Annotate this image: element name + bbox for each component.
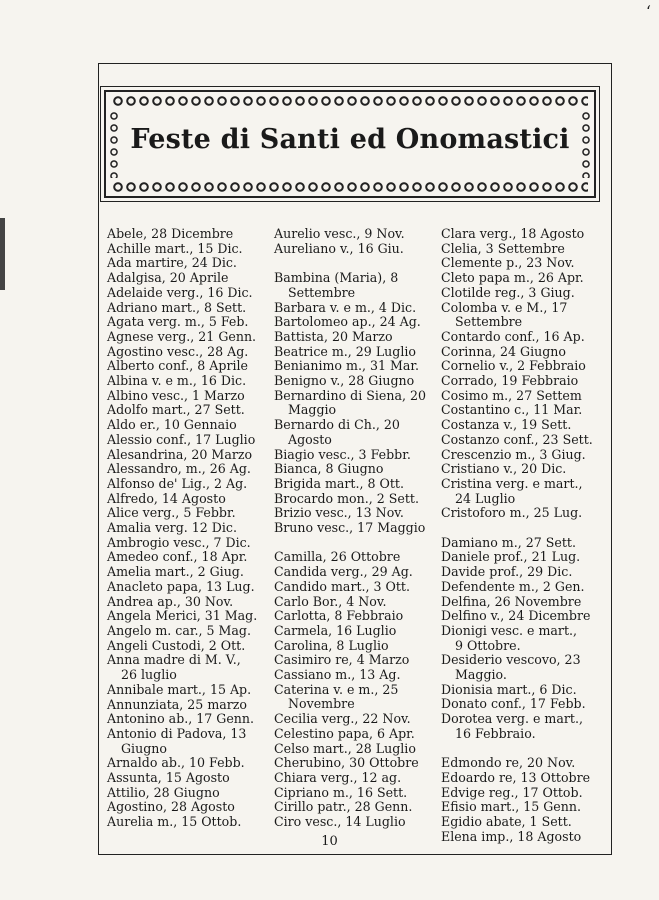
saint-entry	[441, 462, 601, 477]
saint-entry	[107, 580, 269, 595]
saint-entry-text: Annunziata, 25 marzo	[107, 696, 248, 712]
saint-entry-text: Agata verg. m., 5 Feb.	[107, 314, 249, 330]
saint-entry	[274, 756, 432, 771]
saint-entry-text: Cassiano m., 13 Ag.	[274, 667, 401, 683]
saint-entry-text: Crescenzio m., 3 Giug.	[441, 446, 586, 462]
saint-entry-text: Aureliano v., 16 Giu.	[274, 240, 404, 256]
saint-entry	[274, 800, 432, 815]
saint-entry-text: Aldo er., 10 Gennaio	[107, 417, 237, 433]
saint-entry	[107, 477, 269, 492]
saint-entry	[274, 506, 432, 521]
saint-entry-text: Dionisia mart., 6 Dic.	[441, 681, 577, 697]
saint-entry	[107, 653, 269, 682]
saint-entry	[274, 271, 432, 300]
saint-entry	[274, 448, 432, 463]
saint-entry	[441, 653, 601, 682]
saint-entry	[441, 418, 601, 433]
saint-entry-text: Defendente m., 2 Gen.	[441, 578, 585, 594]
saint-entry-text: Delfino v., 24 Dicembre	[441, 608, 591, 624]
saint-entry	[107, 786, 269, 801]
saint-entry	[274, 315, 432, 330]
saint-entry-text: Cristiano v., 20 Dic.	[441, 461, 567, 477]
saint-entry	[274, 742, 432, 757]
saint-entry-text: Bernardo di Ch., 20	[274, 417, 400, 433]
saint-entry-text: Carlotta, 8 Febbraio	[274, 608, 404, 624]
saint-entry	[441, 565, 601, 580]
saint-entry	[441, 330, 601, 345]
saint-entry-text: Candido mart., 3 Ott.	[274, 578, 410, 594]
saint-entry-text: Clelia, 3 Settembre	[441, 240, 565, 256]
saint-entry	[274, 580, 432, 595]
saint-entry	[274, 624, 432, 639]
saint-entry	[441, 815, 601, 830]
saint-entry-text: Anacleto papa, 13 Lug.	[107, 578, 255, 594]
saint-entry	[441, 389, 601, 404]
saint-entry	[441, 697, 601, 712]
saint-entry	[274, 609, 432, 624]
saint-entry-text: Antonino ab., 17 Genn.	[107, 711, 255, 727]
saint-entry-continuation: Giugno	[121, 740, 167, 756]
ornament-border-bottom	[112, 182, 588, 192]
saint-entry-text: Donato conf., 17 Febb.	[441, 696, 586, 712]
saint-entry-text: Carlo Bor., 4 Nov.	[274, 593, 387, 609]
saint-entry-text: Dionigi vesc. e mart.,	[441, 622, 578, 638]
saint-entry-text: Achille mart., 15 Dic.	[107, 240, 243, 256]
saint-entry-text: Costantino c., 11 Mar.	[441, 402, 583, 418]
saint-entry-text: Annibale mart., 15 Ap.	[107, 681, 252, 697]
saint-entry	[107, 448, 269, 463]
saint-entry	[274, 668, 432, 683]
saint-entry-text: Elena imp., 18 Agosto	[441, 828, 582, 844]
saint-entry-text: Andrea ap., 30 Nov.	[107, 593, 234, 609]
saint-entry	[274, 683, 432, 712]
saint-entry	[274, 771, 432, 786]
saint-entry-text: Egidio abate, 1 Sett.	[441, 814, 572, 830]
saint-entry-text: Cristoforo m., 25 Lug.	[441, 505, 583, 521]
saint-entry-text: Brocardo mon., 2 Sett.	[274, 490, 419, 506]
saint-entry-text: Adalgisa, 20 Aprile	[107, 270, 229, 286]
saint-entry-continuation: Agosto	[288, 431, 332, 447]
saint-entry	[441, 256, 601, 271]
saint-entry	[441, 536, 601, 551]
section-gap	[274, 256, 432, 271]
saint-entry-text: Davide prof., 29 Dic.	[441, 564, 573, 580]
section-gap	[274, 536, 432, 551]
saint-entry-text: Daniele prof., 21 Lug.	[441, 549, 581, 565]
saint-entry-text: Corrado, 19 Febbraio	[441, 373, 579, 389]
saint-entry-text: Edvige reg., 17 Ottob.	[441, 784, 583, 800]
saint-entry	[107, 242, 269, 257]
saint-entry	[274, 521, 432, 536]
saint-entry-text: Efisio mart., 15 Genn.	[441, 799, 581, 815]
saint-entry	[274, 477, 432, 492]
saint-entry	[441, 448, 601, 463]
saint-entry	[107, 462, 269, 477]
saint-entry	[441, 506, 601, 521]
saint-entry	[107, 683, 269, 698]
saint-entry-text: Bartolomeo ap., 24 Ag.	[274, 314, 421, 330]
saint-entry	[274, 301, 432, 316]
binding-edge	[0, 218, 5, 290]
saint-entry-continuation: 16 Febbraio.	[455, 725, 536, 741]
saint-entry	[107, 624, 269, 639]
saint-entry	[107, 315, 269, 330]
saint-entry-text: Bambina (Maria), 8	[274, 270, 399, 286]
column-3	[441, 227, 601, 845]
saint-entry	[107, 536, 269, 551]
saint-entry-text: Camilla, 26 Ottobre	[274, 549, 401, 565]
saint-entry	[441, 683, 601, 698]
saint-entry	[107, 389, 269, 404]
saint-entry-continuation: Novembre	[288, 696, 355, 712]
saint-entry-text: Caterina v. e m., 25	[274, 681, 399, 697]
saint-entry	[274, 330, 432, 345]
saint-entry	[441, 771, 601, 786]
saint-entry	[107, 565, 269, 580]
saint-entry-text: Albino vesc., 1 Marzo	[107, 387, 245, 403]
saint-entry-text: Desiderio vescovo, 23	[441, 652, 581, 668]
saint-entry-continuation: Settembre	[455, 314, 523, 330]
saint-entry	[274, 374, 432, 389]
saint-entry	[441, 403, 601, 418]
saint-entry-text: Edmondo re, 20 Nov.	[441, 755, 576, 771]
saint-entry	[441, 712, 601, 741]
saint-entry	[441, 242, 601, 257]
saint-entry	[441, 477, 601, 506]
saint-entry-text: Assunta, 15 Agosto	[107, 770, 230, 786]
saint-entry-text: Angelo m. car., 5 Mag.	[107, 622, 251, 638]
saint-entry-text: Adelaide verg., 16 Dic.	[107, 284, 253, 300]
saint-entry-text: Alfonso de' Lig., 2 Ag.	[107, 475, 248, 491]
saint-entry-text: Corinna, 24 Giugno	[441, 343, 566, 359]
saint-entry	[441, 301, 601, 330]
saint-entry-text: Angeli Custodi, 2 Ott.	[107, 637, 246, 653]
saint-entry-text: Costanza v., 19 Sett.	[441, 417, 572, 433]
saint-entry	[107, 271, 269, 286]
section-gap	[441, 521, 601, 536]
saint-entry-text: Chiara verg., 12 ag.	[274, 769, 402, 785]
saint-entry-text: Ada martire, 24 Dic.	[107, 255, 237, 271]
saint-entry-text: Dorotea verg. e mart.,	[441, 711, 583, 727]
saint-entry	[441, 786, 601, 801]
saint-entry-text: Cecilia verg., 22 Nov.	[274, 711, 411, 727]
saint-entry-text: Casimiro re, 4 Marzo	[274, 652, 410, 668]
saint-entry	[441, 345, 601, 360]
saint-entry-text: Cherubino, 30 Ottobre	[274, 755, 419, 771]
column-1	[107, 227, 269, 830]
saint-entry-text: Celso mart., 28 Luglio	[274, 740, 416, 756]
saint-entry-text: Brigida mart., 8 Ott.	[274, 475, 404, 491]
saint-entry	[107, 727, 269, 756]
saint-entry	[107, 256, 269, 271]
saint-entry	[274, 595, 432, 610]
saint-entry	[441, 374, 601, 389]
saint-entry-text: Cosimo m., 27 Settem	[441, 387, 582, 403]
saint-entry	[107, 345, 269, 360]
saint-entry-text: Celestino papa, 6 Apr.	[274, 725, 415, 741]
saint-entry-text: Barbara v. e m., 4 Dic.	[274, 299, 417, 315]
saint-entry	[107, 227, 269, 242]
saint-entry-text: Agostino, 28 Agosto	[107, 799, 235, 815]
saint-entry-text: Carolina, 8 Luglio	[274, 637, 389, 653]
saint-entry	[107, 286, 269, 301]
saint-entry-text: Battista, 20 Marzo	[274, 328, 393, 344]
saint-entry-continuation: Maggio.	[455, 667, 507, 683]
saint-entry-text: Cleto papa m., 26 Apr.	[441, 270, 584, 286]
saint-entry	[274, 815, 432, 830]
saint-entry-text: Clotilde reg., 3 Giug.	[441, 284, 575, 300]
title-cartouche	[104, 90, 596, 198]
saint-entry	[274, 227, 432, 242]
saint-entry-text: Brizio vesc., 13 Nov.	[274, 505, 404, 521]
saint-entry-text: Arnaldo ab., 10 Febb.	[107, 755, 245, 771]
saint-entry	[107, 698, 269, 713]
saint-entry-text: Delfina, 26 Novembre	[441, 593, 582, 609]
saint-entry-text: Ambrogio vesc., 7 Dic.	[107, 534, 251, 550]
saint-entry-continuation: Maggio	[288, 402, 337, 418]
saint-entry	[274, 653, 432, 668]
saint-entry	[274, 389, 432, 418]
saint-entry	[441, 595, 601, 610]
saint-entry	[441, 433, 601, 448]
saint-entry	[107, 359, 269, 374]
saint-entry-continuation: 24 Luglio	[455, 490, 516, 506]
saint-entry	[274, 492, 432, 507]
page-number: 10	[321, 834, 338, 849]
saint-entry-text: Ciro vesc., 14 Luglio	[274, 814, 406, 830]
section-gap	[441, 742, 601, 757]
saint-entry	[441, 624, 601, 653]
saint-entry-text: Attilio, 28 Giugno	[107, 784, 220, 800]
saint-entry-text: Adriano mart., 8 Sett.	[107, 299, 247, 315]
saint-entry	[274, 359, 432, 374]
saint-entry	[107, 521, 269, 536]
saint-entry	[274, 639, 432, 654]
saint-entry	[274, 565, 432, 580]
saint-entry-text: Aurelio vesc., 9 Nov.	[274, 226, 405, 241]
saint-entry	[274, 712, 432, 727]
saint-entry-text: Colomba v. e M., 17	[441, 299, 568, 315]
saint-entry	[107, 301, 269, 316]
saint-entry-text: Amalia verg. 12 Dic.	[107, 520, 237, 536]
saint-entry-text: Cipriano m., 16 Sett.	[274, 784, 408, 800]
saint-entry-text: Carmela, 16 Luglio	[274, 622, 397, 638]
saint-entry	[107, 330, 269, 345]
saint-entry-text: Alessio conf., 17 Luglio	[107, 431, 256, 447]
ornament-border-top	[112, 96, 588, 106]
saint-entry-text: Agnese verg., 21 Genn.	[107, 328, 257, 344]
saint-entry-text: Cristina verg. e mart.,	[441, 475, 583, 491]
saint-entry	[107, 418, 269, 433]
saint-entry	[441, 359, 601, 374]
saint-entry	[274, 418, 432, 447]
corner-mark: ʻ	[645, 2, 651, 21]
saint-entry-text: Costanzo conf., 23 Sett.	[441, 431, 593, 447]
saint-entry-text: Bruno vesc., 17 Maggio	[274, 520, 426, 536]
saint-entry-text: Antonio di Padova, 13	[107, 725, 247, 741]
saint-entry-text: Alice verg., 5 Febbr.	[107, 505, 236, 521]
saint-entry	[107, 506, 269, 521]
saint-entry-text: Anna madre di M. V.,	[107, 652, 241, 668]
saint-entry-text: Amedeo conf., 18 Apr.	[107, 549, 248, 565]
saint-entry-text: Alessandro, m., 26 Ag.	[107, 461, 251, 477]
saint-entry	[274, 727, 432, 742]
saint-entry	[107, 403, 269, 418]
saint-entry	[107, 756, 269, 771]
saint-entry	[107, 771, 269, 786]
saint-entry-text: Alberto conf., 8 Aprile	[107, 358, 248, 374]
saint-entry-text: Aurelia m., 15 Ottob.	[107, 814, 242, 830]
saint-entry	[107, 433, 269, 448]
saint-entry-text: Clara verg., 18 Agosto	[441, 226, 585, 241]
saint-entry-text: Damiano m., 27 Sett.	[441, 534, 576, 550]
saint-entry	[441, 227, 601, 242]
saint-entry	[441, 550, 601, 565]
saint-entry-text: Edoardo re, 13 Ottobre	[441, 769, 591, 785]
saint-entry-continuation: Settembre	[288, 284, 356, 300]
page-title: Feste di Santi ed Onomastici	[130, 124, 570, 155]
saint-entry-text: Alfredo, 14 Agosto	[107, 490, 226, 506]
saint-entry	[107, 595, 269, 610]
saint-entry-text: Adolfo mart., 27 Sett.	[107, 402, 245, 418]
saint-entry-text: Cirillo patr., 28 Genn.	[274, 799, 413, 815]
saint-entry-text: Candida verg., 29 Ag.	[274, 564, 413, 580]
saint-entry-text: Benigno v., 28 Giugno	[274, 373, 415, 389]
saint-entry	[441, 609, 601, 624]
saint-entry-text: Biagio vesc., 3 Febbr.	[274, 446, 411, 462]
saint-entry	[441, 580, 601, 595]
saint-entry-text: Benianimo m., 31 Mar.	[274, 358, 420, 374]
saint-entry	[107, 374, 269, 389]
saint-entry	[107, 712, 269, 727]
column-2	[274, 227, 432, 830]
saint-entry	[441, 286, 601, 301]
saint-entry-text: Clemente p., 23 Nov.	[441, 255, 575, 271]
saint-entry-text: Beatrice m., 29 Luglio	[274, 343, 416, 359]
saint-entry-text: Albina v. e m., 16 Dic.	[107, 373, 247, 389]
saint-entry-continuation: 26 luglio	[121, 667, 177, 683]
saint-entry	[107, 550, 269, 565]
saint-entry	[274, 786, 432, 801]
saint-entry	[274, 462, 432, 477]
saint-entry	[107, 492, 269, 507]
saint-entry-text: Amelia mart., 2 Giug.	[107, 564, 244, 580]
saint-entry-text: Cornelio v., 2 Febbraio	[441, 358, 586, 374]
saint-entry	[107, 815, 269, 830]
saint-entry-text: Contardo conf., 16 Ap.	[441, 328, 585, 344]
saint-entry	[107, 800, 269, 815]
saint-entry-text: Abele, 28 Dicembre	[107, 226, 234, 241]
saint-entry	[107, 639, 269, 654]
saint-entry-text: Bianca, 8 Giugno	[274, 461, 384, 477]
saint-entry	[107, 609, 269, 624]
saint-entry	[441, 800, 601, 815]
saint-entry-text: Agostino vesc., 28 Ag.	[107, 343, 249, 359]
saint-entry-text: Bernardino di Siena, 20	[274, 387, 427, 403]
saint-entry	[274, 345, 432, 360]
saint-entry	[274, 550, 432, 565]
saint-entry-text: Angela Merici, 31 Mag.	[107, 608, 258, 624]
saint-entry	[441, 271, 601, 286]
saint-entry-text: Alesandrina, 20 Marzo	[107, 446, 253, 462]
saint-entry	[274, 242, 432, 257]
saint-entry	[441, 756, 601, 771]
saint-entry-continuation: 9 Ottobre.	[455, 637, 521, 653]
